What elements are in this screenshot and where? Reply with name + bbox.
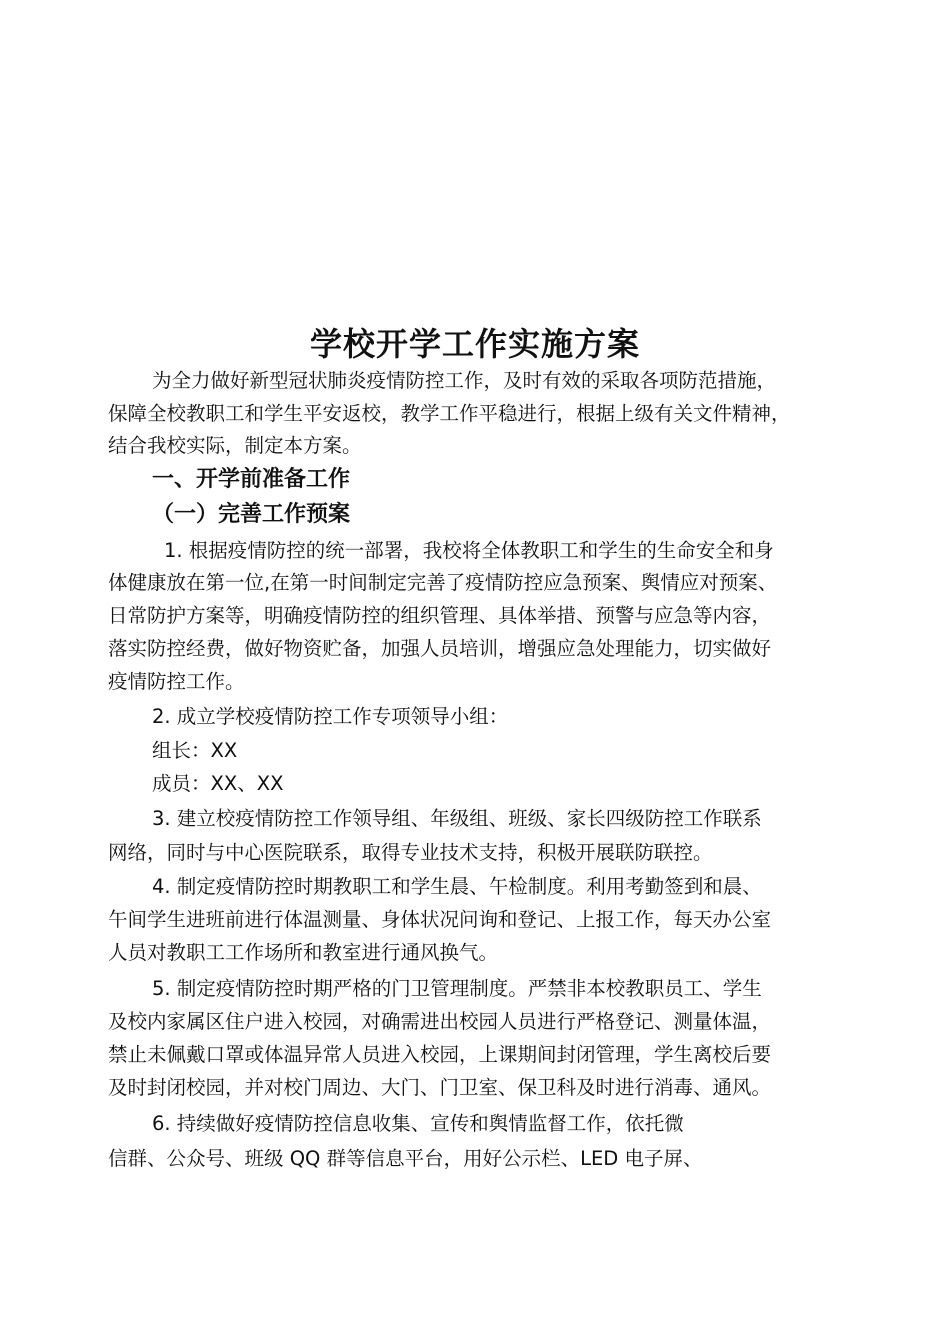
members-line: 成员：XX、XX	[152, 772, 284, 795]
intro-line-3: 结合我校实际，制定本方案。	[108, 434, 362, 457]
leader-line: 组长：XX	[152, 739, 238, 762]
item5-line-1: 5. 制定疫情防控时期严格的门卫管理制度。严禁非本校教职员工、学生	[152, 977, 762, 1000]
item2-line: 2. 成立学校疫情防控工作专项领导小组：	[152, 705, 509, 728]
item6-line-2: 信群、公众号、班级 QQ 群等信息平台，用好公示栏、LED 电子屏、	[108, 1147, 703, 1170]
item1-line-1: 1. 根据疫情防控的统一部署，我校将全体教职工和学生的生命安全和身	[164, 539, 774, 562]
section-heading-1: 一、开学前准备工作	[152, 467, 351, 492]
item1-line-4: 落实防控经费，做好物资贮备，加强人员培训，增强应急处理能力，切实做好	[108, 637, 772, 660]
item5-line-3: 禁止未佩戴口罩或体温异常人员进入校园，上课期间封闭管理，学生离校后要	[108, 1043, 772, 1066]
item4-line-1: 4. 制定疫情防控时期教职工和学生晨、午检制度。利用考勤签到和晨、	[152, 875, 762, 898]
item3-line-1: 3. 建立校疫情防控工作领导组、年级组、班级、家长四级防控工作联系	[152, 807, 762, 830]
item1-line-2: 体健康放在第一位,在第一时间制定完善了疫情防控应急预案、舆情应对预案、	[108, 571, 778, 594]
item3-line-2: 网络，同时与中心医院联系，取得专业技术支持，积极开展联防联控。	[108, 841, 713, 864]
item5-line-4: 及时封闭校园，并对校门周边、大门、门卫室、保卫科及时进行消毒、通风。	[108, 1076, 772, 1099]
intro-line-1: 为全力做好新型冠状肺炎疫情防控工作，及时有效的采取各项防范措施，	[152, 369, 777, 392]
document-title: 学校开学工作实施方案	[309, 325, 640, 364]
item4-line-3: 人员对教职工工作场所和教室进行通风换气。	[108, 941, 499, 964]
item1-line-3: 日常防护方案等，明确疫情防控的组织管理、具体举措、预警与应急等内容，	[108, 604, 772, 627]
intro-line-2: 保障全校教职工和学生平安返校，教学工作平稳进行，根据上级有关文件精神，	[108, 402, 791, 425]
item4-line-2: 午间学生进班前进行体温测量、身体状况问询和登记、上报工作，每天办公室	[108, 908, 772, 931]
item5-line-2: 及校内家属区住户进入校园，对确需进出校园人员进行严格登记、测量体温，	[108, 1010, 772, 1033]
subsection-heading-1: （一）完善工作预案	[152, 502, 351, 527]
item6-line-1: 6. 持续做好疫情防控信息收集、宣传和舆情监督工作，依托微	[152, 1112, 684, 1135]
item1-line-5: 疫情防控工作。	[108, 670, 245, 693]
